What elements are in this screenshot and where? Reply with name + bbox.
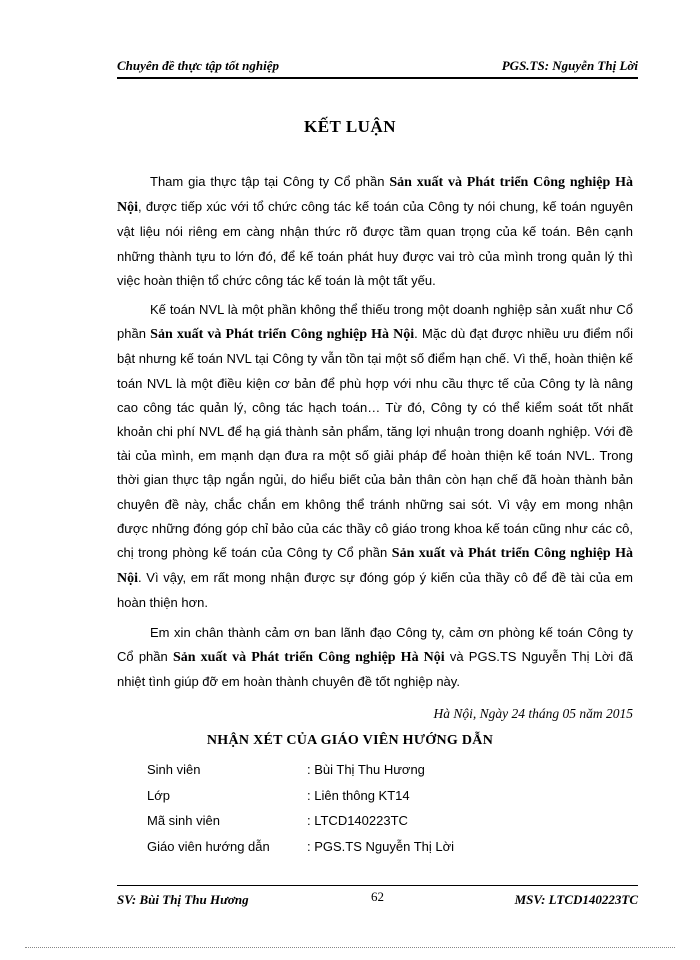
info-label: Sinh viên [147,762,201,777]
header-left-text: Chuyên đề thực tập tốt nghiệp [117,58,279,73]
date-line: Hà Nội, Ngày 24 tháng 05 năm 2015 [433,706,633,721]
document-body [117,170,633,699]
info-value: : Liên thông KT14 [307,787,410,803]
info-value: : PGS.TS Nguyễn Thị Lời [307,838,455,854]
info-label: Mã sinh viên [147,813,220,828]
info-row [147,808,487,834]
footer-student-id: MSV: LTCD140223TC [514,892,638,907]
footer-student: SV: Bùi Thị Thu Hương [117,892,249,907]
paragraph-1: Tham gia thực tập tại Công ty Cổ phần Sản xuất và Phát triển Công nghiệp Hà Nội, được tiếp xúc với tổ chức công tác kế toán của Công ty nói chung, kế toán nguyên vật liệu nói riêng em càng nhận thức rõ được tầm quan trọng của kế toán. Bên cạnh những thành tựu to lớn đó, để kế toán phát huy được vai trò của mình trong quản lý thì việc hoàn thiện tổ chức công tác kế toán là một tất yếu. [117,174,633,288]
header-right-text: PGS.TS: Nguyễn Thị Lời [501,58,638,73]
footer-divider [117,885,638,886]
info-label: Giáo viên hướng dẫn [147,838,270,854]
page-header [117,55,638,79]
page-title: KẾT LUẬN [303,117,396,136]
paragraph-2: Kế toán NVL là một phần không thể thiếu trong một doanh nghiệp sản xuất như Cổ phần Sản xuất và Phát triển Công nghiệp Hà Nội. Mặc dù đạt được nhiều ưu điểm nổi bật nhưng kế toán NVL tại Công ty vẫn tồn tại một số điểm hạn chế. Vì thế, hoàn thiện kế toán NVL là một điều kiện cơ bản để phù hợp với nhu cầu thực tế của Công ty là nâng cao công tác quản lý, công tác hạch toán… Từ đó, Công ty có thể kiểm soát tốt nhất khoản chi phí NVL để hạ giá thành sản phẩm, tăng lợi nhuận trong doanh nghiệp. Với đề tài của mình, em mạnh dạn đưa ra một số giải pháp để hoàn thiện kế toán NVL. Trong thời gian thực tập ngắn ngủi, do hiểu biết của bản thân còn hạn chế đã hoàn thành bản chuyên đề này, chắc chắn em không thể tránh những sai sót. Vì vậy em mong nhận được những đóng góp chỉ bảo của các thầy cô giáo trong khoa kế toán cũng như các cô, chị trong phòng kế toán của Công ty Cổ phần Sản xuất và Phát triển Công nghiệp Hà Nội. Vì vậy, em rất mong nhận được sự đóng góp ý kiến của thầy cô để đề tài của em hoàn thiện hơn. [117,302,633,611]
review-title: NHẬN XÉT CỦA GIÁO VIÊN HƯỚNG DẪN [206,733,494,748]
page-number: 62 [371,889,384,904]
info-row [147,783,487,809]
info-row [147,757,487,783]
info-row [147,834,487,860]
info-label: Lớp [147,787,170,803]
page-break-divider [25,947,675,948]
info-value: : LTCD140223TC [307,813,408,828]
paragraph-3: Em xin chân thành cảm ơn ban lãnh đạo Công ty, cảm ơn phòng kế toán Công ty Cổ phần Sản xuất và Phát triển Công nghiệp Hà Nội và PGS.TS Nguyễn Thị Lời đã nhiệt tình giúp đỡ em hoàn thành chuyên đề tốt nghiệp này. [117,624,633,690]
info-value: : Bùi Thị Thu Hương [307,762,425,777]
student-info [147,757,487,859]
page-footer [117,889,638,909]
